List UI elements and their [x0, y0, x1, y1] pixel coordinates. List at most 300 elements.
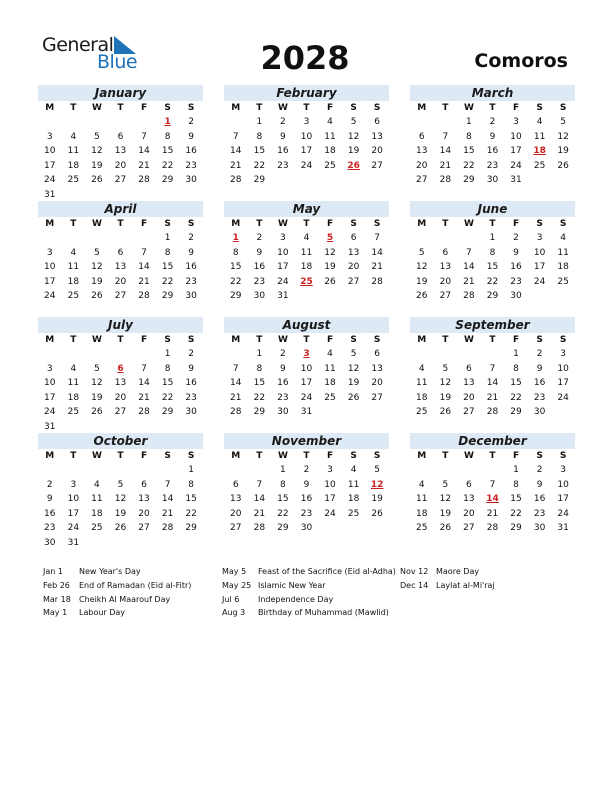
day-cell: 11 [67, 146, 80, 156]
empty-day-cell [457, 463, 481, 478]
day-cell: 24 [324, 508, 336, 519]
day-cell: 17 [44, 392, 56, 403]
holiday-day-cell: 5 [326, 233, 334, 243]
day-cell: 30 [510, 291, 522, 301]
day-cell: 8 [489, 247, 496, 258]
day-cell: 15 [185, 494, 197, 504]
day-cell: 28 [253, 523, 266, 533]
day-cell: 2 [280, 117, 286, 127]
holiday-entry [43, 593, 191, 607]
weekday-label: W [91, 335, 102, 345]
month-day-grid [38, 449, 203, 550]
weekday-label: W [277, 451, 288, 461]
day-cell: 11 [91, 494, 103, 504]
day-cell: 10 [300, 131, 313, 142]
holiday-date: Dec 14 [400, 580, 429, 590]
holiday-entry [43, 606, 191, 620]
weekday-label: M [417, 335, 427, 345]
weekday-label: S [536, 103, 543, 113]
holiday-entry [222, 606, 396, 620]
day-cell: 6 [466, 363, 472, 374]
day-cell: 25 [91, 523, 103, 533]
day-cell: 13 [371, 131, 383, 142]
day-cell: 30 [253, 291, 266, 301]
day-cell: 13 [463, 494, 475, 504]
day-cell: 23 [185, 160, 197, 171]
day-cell: 12 [91, 262, 103, 272]
day-cell: 13 [463, 378, 475, 388]
holiday-entry [222, 579, 396, 593]
month-block-october [38, 433, 203, 550]
empty-day-cell [224, 347, 248, 362]
day-cell: 11 [416, 494, 428, 504]
day-cell: 20 [114, 392, 127, 403]
day-cell: 9 [513, 247, 519, 258]
day-cell: 1 [256, 117, 263, 127]
day-cell: 4 [70, 131, 77, 142]
holiday-name: Maore Day [436, 567, 480, 576]
day-cell: 11 [557, 247, 569, 258]
day-cell: 17 [510, 146, 522, 156]
holiday-name: Islamic New Year [258, 580, 326, 590]
day-cell: 14 [230, 146, 242, 156]
day-cell: 4 [303, 233, 310, 243]
holiday-name: New Year's Day [79, 567, 141, 576]
weekday-label: T [442, 103, 449, 113]
day-cell: 3 [536, 233, 543, 243]
month-name: June [410, 201, 575, 217]
month-name: February [224, 85, 389, 101]
day-cell: 21 [230, 392, 242, 403]
day-cell: 3 [560, 465, 567, 475]
day-cell: 3 [303, 117, 310, 127]
day-cell: 5 [442, 479, 449, 490]
day-cell: 15 [230, 262, 242, 272]
weekday-label: W [463, 219, 474, 229]
day-cell: 16 [533, 378, 546, 388]
day-cell: 1 [164, 233, 171, 243]
month-day-grid [410, 101, 575, 188]
holiday-name: Feast of the Sacrifice (Eid al-Adha) [258, 567, 396, 576]
day-cell: 18 [416, 508, 428, 519]
month-block-september [410, 317, 575, 420]
day-cell: 3 [327, 465, 333, 475]
day-cell: 4 [350, 465, 357, 475]
weekday-label: S [164, 451, 171, 461]
day-cell: 6 [466, 479, 472, 490]
day-cell: 5 [117, 479, 124, 490]
holiday-date: May 1 [43, 608, 68, 618]
empty-day-cell [248, 463, 272, 478]
day-cell: 15 [253, 378, 266, 388]
holiday-date: Feb 26 [43, 580, 70, 590]
day-cell: 20 [463, 392, 475, 403]
weekday-label: T [256, 451, 263, 461]
day-cell: 31 [510, 175, 522, 185]
day-cell: 15 [253, 146, 266, 156]
day-cell: 22 [486, 276, 499, 287]
day-cell: 5 [94, 247, 100, 258]
day-cell: 26 [114, 523, 127, 533]
day-cell: 19 [324, 262, 336, 272]
weekday-label: W [277, 335, 288, 345]
weekday-label: T [256, 335, 263, 345]
weekday-label: T [489, 335, 496, 345]
day-cell: 2 [536, 465, 543, 475]
empty-day-cell [410, 347, 434, 362]
day-cell: 10 [67, 494, 80, 504]
day-cell: 6 [350, 233, 357, 243]
day-cell: 4 [70, 363, 77, 374]
logo-word-general: General [42, 34, 114, 56]
weekday-label: T [117, 219, 124, 229]
day-cell: 15 [161, 378, 174, 388]
day-cell: 11 [300, 247, 313, 258]
day-cell: 25 [67, 291, 80, 301]
day-cell: 1 [164, 349, 171, 359]
empty-day-cell [132, 347, 156, 362]
day-cell: 23 [44, 523, 56, 533]
month-name: September [410, 317, 575, 333]
empty-day-cell [85, 463, 109, 478]
day-cell: 9 [280, 131, 286, 142]
weekday-label: S [350, 219, 357, 229]
day-cell: 11 [324, 363, 336, 374]
weekday-label: S [559, 335, 567, 345]
day-cell: 4 [70, 247, 77, 258]
day-cell: 26 [91, 407, 103, 417]
day-cell: 31 [67, 537, 80, 548]
day-cell: 22 [230, 276, 242, 287]
day-cell: 28 [486, 523, 499, 533]
day-cell: 22 [161, 276, 174, 287]
day-cell: 5 [442, 363, 449, 374]
weekday-label: T [70, 335, 77, 345]
day-cell: 28 [161, 523, 174, 533]
day-cell: 29 [161, 407, 174, 417]
day-cell: 24 [277, 276, 289, 287]
day-cell: 29 [463, 175, 475, 185]
month-block-may [224, 201, 389, 304]
month-name: October [38, 433, 203, 449]
day-cell: 18 [347, 494, 360, 504]
weekday-label: S [187, 335, 195, 345]
weekday-label: M [45, 103, 55, 113]
month-day-grid [224, 333, 389, 420]
day-cell: 24 [510, 160, 522, 171]
day-cell: 16 [185, 146, 197, 156]
day-cell: 7 [489, 479, 496, 490]
day-cell: 29 [230, 291, 242, 301]
day-cell: 9 [280, 363, 286, 374]
holiday-day-cell: 14 [486, 494, 499, 504]
day-cell: 30 [185, 407, 197, 417]
holiday-date: Jul 6 [222, 594, 240, 604]
day-cell: 16 [277, 378, 289, 388]
day-cell: 10 [557, 479, 569, 490]
day-cell: 26 [324, 276, 336, 287]
day-cell: 25 [416, 523, 428, 533]
day-cell: 13 [371, 363, 383, 374]
holiday-entry [43, 565, 191, 579]
day-cell: 2 [280, 349, 286, 359]
day-cell: 11 [416, 378, 428, 388]
day-cell: 4 [418, 479, 425, 490]
month-block-august [224, 317, 389, 420]
empty-day-cell [38, 115, 62, 130]
day-cell: 5 [350, 117, 357, 127]
day-cell: 27 [114, 291, 127, 301]
day-cell: 12 [439, 378, 452, 388]
day-cell: 27 [138, 523, 150, 533]
month-day-grid [224, 217, 389, 304]
day-cell: 13 [114, 378, 127, 388]
empty-day-cell [410, 115, 434, 130]
weekday-label: F [512, 335, 520, 345]
day-cell: 7 [141, 363, 147, 374]
day-cell: 21 [486, 508, 499, 519]
day-cell: 30 [44, 537, 56, 548]
weekday-label: F [140, 103, 148, 113]
empty-day-cell [109, 347, 133, 362]
weekday-label: W [277, 219, 288, 229]
day-cell: 20 [371, 146, 383, 156]
day-cell: 3 [513, 117, 519, 127]
day-cell: 3 [70, 479, 77, 490]
day-cell: 9 [256, 247, 263, 258]
logo-word-blue: Blue [97, 51, 138, 73]
day-cell: 5 [374, 465, 381, 475]
day-cell: 22 [185, 508, 197, 519]
holiday-name: Independence Day [258, 594, 334, 604]
empty-day-cell [62, 347, 86, 362]
empty-day-cell [109, 115, 133, 130]
weekday-label: S [350, 451, 357, 461]
holiday-date: Mar 18 [43, 594, 71, 604]
holiday-day-cell: 25 [300, 276, 313, 287]
calendar-year-title: 2028 [260, 39, 350, 77]
weekday-label: W [277, 103, 288, 113]
day-cell: 8 [164, 131, 171, 142]
weekday-label: F [326, 219, 334, 229]
day-cell: 27 [230, 523, 242, 533]
day-cell: 31 [44, 189, 56, 200]
weekday-label: T [489, 219, 496, 229]
month-day-grid [410, 333, 575, 420]
holiday-entry [400, 565, 495, 579]
day-cell: 9 [536, 363, 543, 374]
day-cell: 7 [374, 233, 381, 243]
holiday-entry [222, 593, 396, 607]
day-cell: 14 [486, 378, 499, 388]
day-cell: 16 [44, 508, 56, 519]
day-cell: 16 [486, 146, 499, 156]
weekday-label: M [417, 103, 427, 113]
day-cell: 20 [114, 276, 127, 287]
empty-day-cell [481, 463, 505, 478]
holiday-date: May 5 [222, 567, 247, 576]
day-cell: 27 [371, 160, 383, 171]
day-cell: 8 [256, 131, 263, 142]
empty-day-cell [434, 347, 458, 362]
day-cell: 13 [230, 494, 242, 504]
weekday-label: T [256, 103, 263, 113]
day-cell: 15 [486, 262, 499, 272]
weekday-label: F [512, 451, 520, 461]
weekday-label: S [373, 451, 381, 461]
weekday-label: T [489, 451, 496, 461]
day-cell: 14 [138, 378, 150, 388]
weekday-label: T [117, 451, 124, 461]
day-cell: 20 [439, 276, 452, 287]
day-cell: 6 [418, 131, 425, 142]
day-cell: 13 [416, 146, 428, 156]
month-name: January [38, 85, 203, 101]
day-cell: 10 [277, 247, 289, 258]
day-cell: 17 [324, 494, 336, 504]
day-cell: 4 [418, 363, 425, 374]
day-cell: 19 [371, 494, 383, 504]
empty-day-cell [410, 463, 434, 478]
day-cell: 14 [371, 247, 383, 258]
day-cell: 24 [557, 508, 569, 519]
day-cell: 10 [44, 378, 56, 388]
weekday-label: M [45, 335, 55, 345]
day-cell: 19 [91, 160, 103, 171]
day-cell: 27 [463, 523, 475, 533]
day-cell: 21 [230, 160, 242, 171]
empty-day-cell [85, 231, 109, 246]
day-cell: 6 [117, 247, 124, 258]
day-cell: 12 [114, 494, 127, 504]
day-cell: 29 [253, 175, 266, 185]
day-cell: 28 [138, 407, 150, 417]
weekday-label: S [559, 219, 567, 229]
weekday-label: M [231, 103, 241, 113]
day-cell: 29 [161, 175, 174, 185]
day-cell: 8 [280, 479, 286, 490]
day-cell: 7 [256, 479, 263, 490]
weekday-label: T [303, 219, 310, 229]
day-cell: 21 [161, 508, 174, 519]
weekday-label: W [463, 103, 474, 113]
day-cell: 7 [232, 131, 239, 142]
day-cell: 19 [439, 392, 452, 403]
day-cell: 23 [533, 508, 546, 519]
day-cell: 27 [463, 407, 475, 417]
day-cell: 22 [463, 160, 475, 171]
day-cell: 23 [277, 160, 289, 171]
month-block-march [410, 85, 575, 188]
day-cell: 5 [94, 131, 100, 142]
day-cell: 9 [188, 247, 195, 258]
day-cell: 28 [138, 175, 150, 185]
day-cell: 23 [486, 160, 499, 171]
day-cell: 20 [463, 508, 475, 519]
day-cell: 29 [185, 523, 197, 533]
day-cell: 5 [350, 349, 357, 359]
holiday-date: Jan 1 [43, 567, 63, 576]
day-cell: 14 [230, 378, 242, 388]
month-day-grid [38, 333, 203, 434]
day-cell: 19 [347, 146, 360, 156]
weekday-label: W [91, 451, 102, 461]
day-cell: 16 [300, 494, 313, 504]
day-cell: 14 [253, 494, 266, 504]
month-block-january [38, 85, 203, 202]
weekday-label: F [140, 451, 148, 461]
day-cell: 17 [44, 160, 56, 171]
day-cell: 9 [188, 131, 195, 142]
day-cell: 18 [324, 378, 336, 388]
day-cell: 7 [466, 247, 472, 258]
day-cell: 9 [46, 494, 53, 504]
weekday-label: F [326, 335, 334, 345]
day-cell: 8 [188, 479, 195, 490]
day-cell: 3 [46, 363, 53, 374]
day-cell: 21 [371, 262, 383, 272]
day-cell: 4 [560, 233, 567, 243]
empty-day-cell [38, 231, 62, 246]
day-cell: 14 [138, 146, 150, 156]
day-cell: 23 [253, 276, 266, 287]
weekday-label: M [417, 451, 427, 461]
day-cell: 30 [533, 407, 546, 417]
day-cell: 21 [138, 276, 150, 287]
day-cell: 14 [138, 262, 150, 272]
weekday-label: S [536, 335, 543, 345]
day-cell: 4 [327, 117, 333, 127]
weekday-label: S [164, 219, 171, 229]
day-cell: 6 [374, 349, 381, 359]
day-cell: 12 [557, 131, 569, 142]
holiday-date: May 25 [222, 580, 252, 590]
day-cell: 13 [347, 247, 360, 258]
day-cell: 15 [161, 262, 174, 272]
empty-day-cell [85, 115, 109, 130]
weekday-label: S [187, 219, 195, 229]
day-cell: 1 [256, 349, 263, 359]
day-cell: 2 [303, 465, 310, 475]
empty-day-cell [457, 347, 481, 362]
day-cell: 21 [486, 392, 499, 403]
weekday-label: T [117, 103, 124, 113]
day-cell: 1 [280, 465, 286, 475]
day-cell: 19 [557, 146, 569, 156]
weekday-label: S [164, 103, 171, 113]
day-cell: 10 [557, 363, 569, 374]
holiday-entry [43, 579, 191, 593]
day-cell: 7 [141, 247, 147, 258]
day-cell: 22 [161, 392, 174, 403]
day-cell: 20 [347, 262, 360, 272]
day-cell: 22 [253, 160, 266, 171]
day-cell: 14 [463, 262, 475, 272]
holiday-column [43, 565, 191, 620]
day-cell: 30 [300, 523, 313, 533]
day-cell: 8 [164, 363, 171, 374]
day-cell: 27 [114, 407, 127, 417]
month-block-february [224, 85, 389, 188]
day-cell: 17 [300, 146, 313, 156]
day-cell: 21 [138, 160, 150, 171]
day-cell: 19 [114, 508, 127, 519]
day-cell: 18 [324, 146, 336, 156]
day-cell: 23 [185, 392, 197, 403]
day-cell: 1 [513, 349, 519, 359]
day-cell: 28 [230, 407, 242, 417]
day-cell: 24 [557, 392, 569, 403]
